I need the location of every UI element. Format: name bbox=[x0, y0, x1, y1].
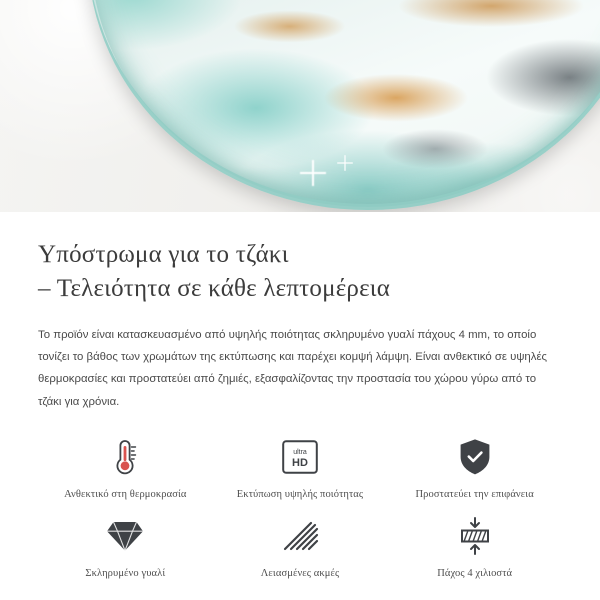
description-paragraph: Το προϊόν είναι κατασκευασμένο από υψηλής ποιότητας σκληρυμένο γυαλί πάχους 4 mm, το οποίο τονίζει το βάθος των χρωμάτων της εκτύπωσης και παρέχει κομψή λάμψη. Είναι ανθεκτικό σε υψηλές θερμοκρασίες και προστατεύει από ζημιές, εξασφαλίζοντας την προστασία του χώρου γύρω από το τζάκι για χρόνια. bbox=[38, 329, 548, 408]
feature-item bbox=[213, 514, 388, 579]
feature-label: Πάχος 4 χιλιοστά bbox=[437, 567, 513, 579]
feature-item bbox=[38, 435, 213, 500]
feature-label: Σκληρυμένο γυαλί bbox=[85, 567, 166, 579]
feature-label: Εκτύπωση υψηλής ποιότητας bbox=[236, 488, 364, 500]
feature-grid bbox=[38, 435, 562, 579]
feature-label: Προστατεύει την επιφάνεια bbox=[415, 488, 534, 500]
thermometer-icon bbox=[109, 435, 141, 479]
hero-image bbox=[0, 0, 600, 212]
page-title bbox=[38, 238, 562, 306]
thickness-icon bbox=[455, 514, 495, 558]
ultra-hd-icon bbox=[282, 435, 318, 479]
shield-check-icon bbox=[458, 435, 492, 479]
feature-label: Λειασμένες ακμές bbox=[260, 567, 340, 579]
svg-text:HD: HD bbox=[292, 456, 308, 469]
polished-edges-icon bbox=[281, 514, 319, 558]
feature-item bbox=[387, 435, 562, 500]
feature-item bbox=[387, 514, 562, 579]
headline-line-2: – Τελειότητα σε κάθε λεπτομέρεια bbox=[38, 275, 391, 302]
feature-item bbox=[38, 514, 213, 579]
feature-item bbox=[213, 435, 388, 500]
feature-label: Ανθεκτικό στη θερμοκρασία bbox=[64, 488, 187, 500]
diamond-icon bbox=[105, 514, 145, 558]
headline-line-1: Υπόστρωμα για το τζάκι bbox=[38, 241, 289, 268]
svg-text:ultra: ultra bbox=[293, 448, 307, 456]
content-area bbox=[0, 212, 600, 579]
